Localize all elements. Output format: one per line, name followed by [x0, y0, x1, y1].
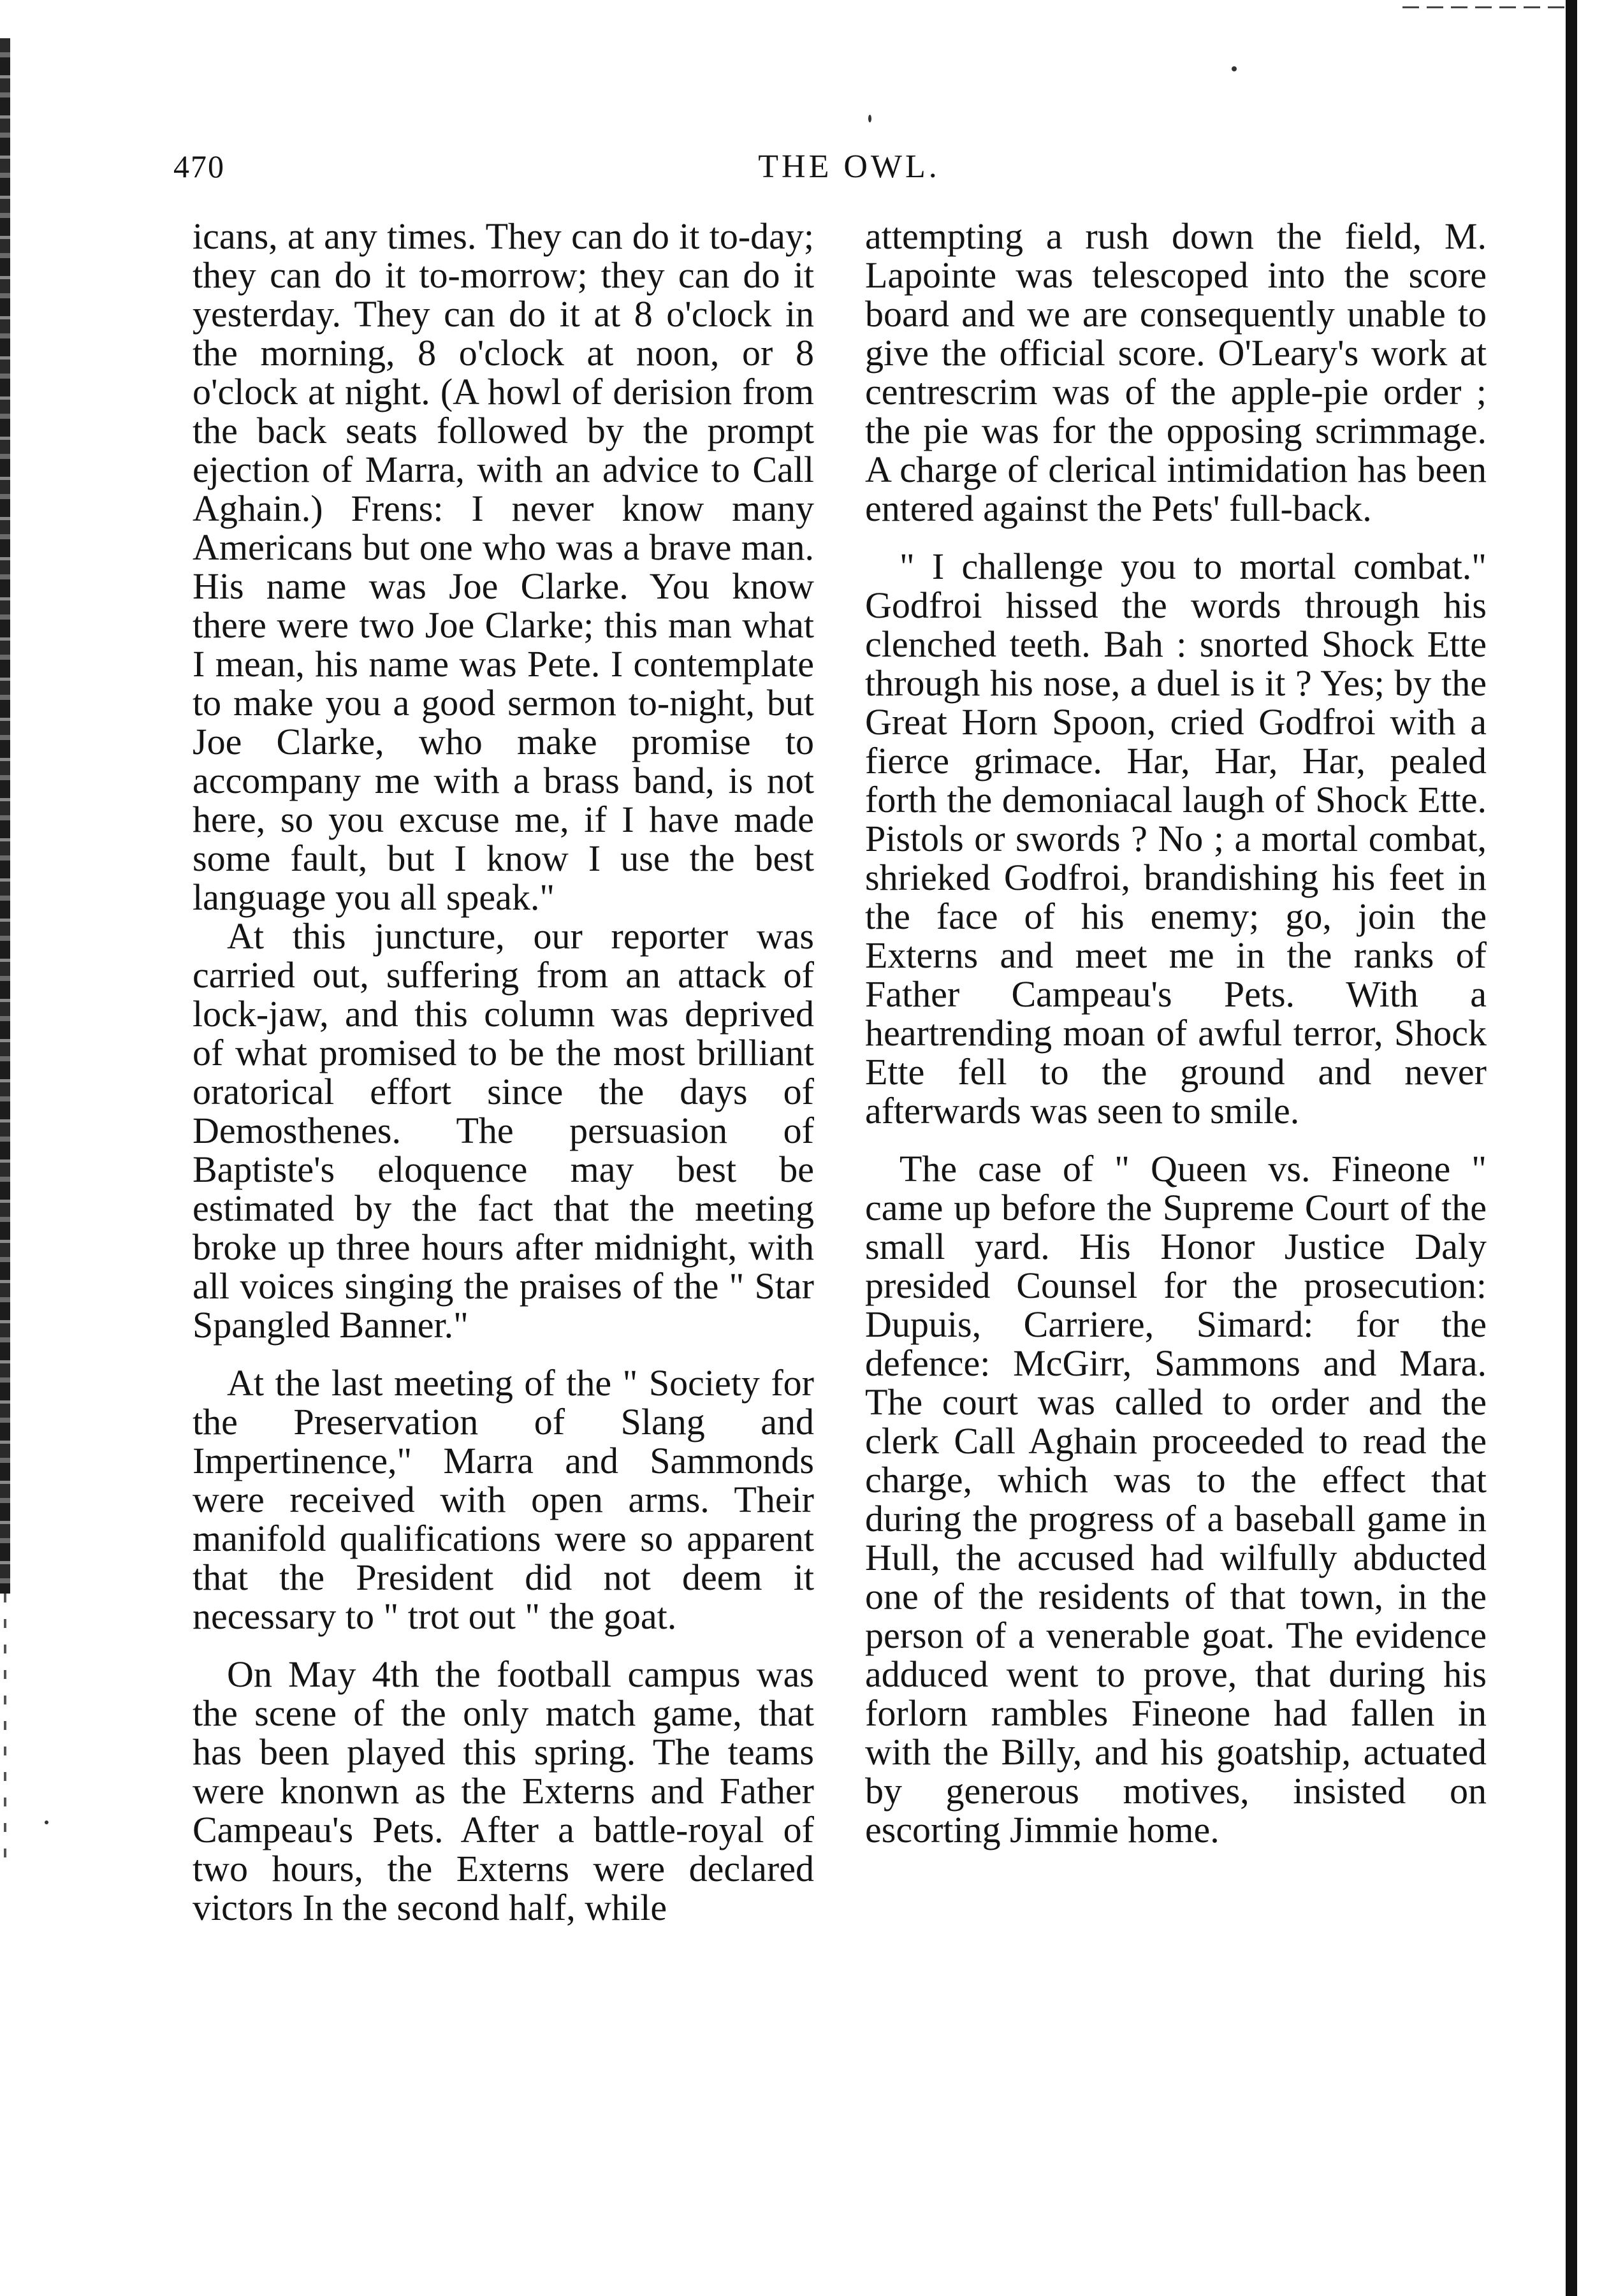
paragraph: On May 4th the football campus was the scene of the only match game, that has been played this spring. The teams were knonwn as the Externs and Father Campeau's Pets. After a battle-royal of two hours, the Externs were declared victors In the second half, while — [193, 1653, 814, 1928]
right-scan-edge — [1566, 0, 1577, 2296]
paragraph: " I challenge you to mortal combat." Godfroi hissed the words through his clenched teeth. Bah : snorted Shock Ette through his nose, a duel is it ? Yes; by the Great Horn Spoon, cried Godfroi with a fierce grimace. Har, Har, Har, pealed forth the demoniacal laugh of Shock Ette. Pistols or swords ? No ; a mortal combat, shrieked Godfroi, brandishing his feet in the face of his enemy; go, join the Externs and meet me in the ranks of Father Campeau's Pets. With a heartrending moan of awful terror, Shock Ette fell to the ground and never afterwards was seen to smile. — [865, 546, 1487, 1131]
left-column — [193, 217, 814, 1927]
right-column — [865, 217, 1487, 1849]
scan-speck — [45, 1820, 48, 1824]
scan-speck — [1232, 66, 1237, 71]
page-header — [173, 148, 1512, 193]
paragraph: icans, at any times. They can do it to-day; they can do it to-morrow; they can do it yesterday. They can do it at 8 o'clock in the morning, 8 o'clock at noon, or 8 o'clock at night. (A howl of derision from the back seats followed by the prompt ejection of Marra, with an advice to Call Aghain.) Frens: I never know many Americans but one who was a brave man. His name was Joe Clarke. You know there were two Joe Clarke; this man what I mean, his name was Pete. I contemplate to make you a good sermon to-night, but Joe Clarke, who make promise to accompany me with a brass band, is not here, so you excuse me, if I have made some fault, but I know I use the best language you all speak." — [193, 215, 814, 918]
page-number: 470 — [173, 149, 225, 184]
top-scan-mark — [1402, 6, 1566, 8]
left-scan-edge — [0, 38, 10, 1594]
running-title: THE OWL. — [758, 149, 940, 185]
left-scan-edge-fade — [4, 1594, 6, 1861]
paragraph: At this juncture, our reporter was carried out, suffering from an attack of lock-jaw, and this column was deprived of what promised to be the most brilliant oratorical effort since the days of Demosthenes. The persuasion of Baptiste's eloquence may best be estimated by the fact that the meeting broke up three hours after midnight, with all voices singing the praises of the " Star Spangled Banner." — [193, 915, 814, 1346]
paragraph: attempting a rush down the field, M. Lapointe was telescoped into the score board and we are consequently unable to give the official score. O'Leary's work at centrescrim was of the apple-pie order ; the pie was for the opposing scrimmage. A charge of clerical intimidation has been entered against the Pets' full-back. — [865, 215, 1487, 529]
paragraph: At the last meeting of the " Society for the Preservation of Slang and Impertinence," Marra and Sammonds were received with open arms. Their manifold qualifications were so apparent that the President did not deem it necessary to " trot out " the goat. — [193, 1362, 814, 1637]
paragraph: The case of " Queen vs. Fineone " came up before the Supreme Court of the small yard. His Honor Justice Daly presided Counsel for the prosecution: Dupuis, Carriere, Simard: for the defence: McGirr, Sammons and Mara. The court was called to order and the clerk Call Aghain proceeded to read the charge, which was to the effect that during the progress of a baseball game in Hull, the accused had wilfully abducted one of the residents of that town, in the person of a venerable goat. The evidence adduced went to prove, that during his forlorn rambles Fineone had fallen in with the Billy, and his goatship, actuated by generous motives, insisted on escorting Jimmie home. — [865, 1148, 1487, 1850]
scan-speck — [868, 115, 871, 122]
